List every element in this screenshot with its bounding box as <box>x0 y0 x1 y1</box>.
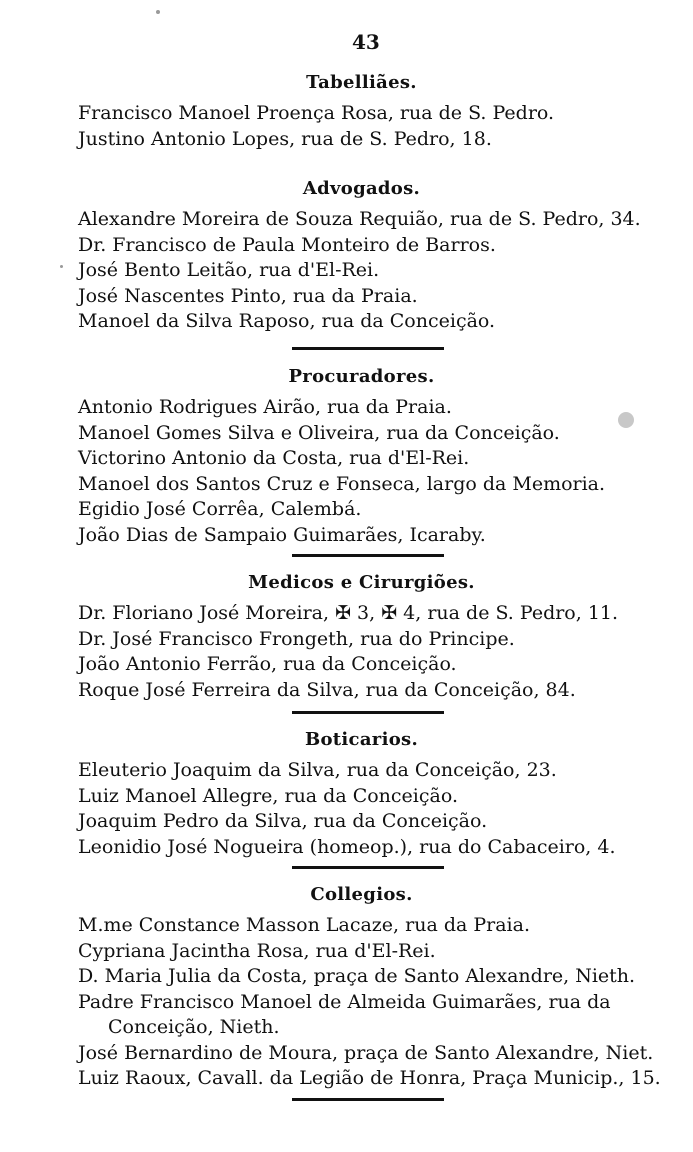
section-advogados <box>0 178 693 335</box>
section-collegios <box>0 884 693 1092</box>
list-item-line: Padre Francisco Manoel de Almeida Guimarães, rua da <box>78 990 611 1013</box>
section-heading: Tabelliães. <box>306 72 417 93</box>
section-heading: Advogados. <box>302 178 421 199</box>
section-procuradores <box>0 366 693 548</box>
list-item: Luiz Raoux, Cavall. da Legião de Honra, Praça Municip., 15. <box>78 1067 661 1089</box>
section-heading: Collegios. <box>310 884 413 905</box>
list-item: Roque José Ferreira da Silva, rua da Conceição, 84. <box>78 678 576 701</box>
list-item: Leonidio José Nogueira (homeop.), rua do Cabaceiro, 4. <box>78 835 616 858</box>
list-item: Dr. José Francisco Frongeth, rua do Principe. <box>78 627 515 650</box>
list-item: João Antonio Ferrão, rua da Conceição. <box>78 653 457 675</box>
list-item: Cypriana Jacintha Rosa, rua d'El-Rei. <box>78 939 436 962</box>
list-item: José Bernardino de Moura, praça de Santo Alexandre, Niet. <box>78 1041 654 1064</box>
list-item: Eleuterio Joaquim da Silva, rua da Conceição, 23. <box>78 759 557 781</box>
list-item: Justino Antonio Lopes, rua de S. Pedro, 18. <box>78 127 492 150</box>
ink-speck <box>156 10 160 14</box>
section-divider <box>292 1098 444 1101</box>
section-heading: Medicos e Cirurgiões. <box>248 572 475 593</box>
list-item: José Nascentes Pinto, rua da Praia. <box>78 284 418 307</box>
list-item: Dr. Floriano José Moreira, ✠ 3, ✠ 4, rua de S. Pedro, 11. <box>78 602 619 624</box>
section-tabelliaes <box>0 72 693 152</box>
list-item-continuation: Conceição, Nieth. <box>108 1016 280 1038</box>
list-item: Egidio José Corrêa, Calembá. <box>78 498 362 520</box>
list-item: Alexandre Moreira de Souza Requião, rua de S. Pedro, 34. <box>78 208 641 230</box>
section-heading: Procuradores. <box>288 366 435 387</box>
list-item: Francisco Manoel Proença Rosa, rua de S. Pedro. <box>78 102 555 124</box>
section-heading: Boticarios. <box>304 729 419 750</box>
list-item: José Bento Leitão, rua d'El-Rei. <box>78 259 380 281</box>
list-item: Manoel da Silva Raposo, rua da Conceição. <box>78 310 496 332</box>
section-divider <box>292 554 444 557</box>
list-item: D. Maria Julia da Costa, praça de Santo Alexandre, Nieth. <box>78 965 636 987</box>
section-divider <box>292 711 444 714</box>
list-item: Antonio Rodrigues Airão, rua da Praia. <box>78 396 452 418</box>
list-item: Dr. Francisco de Paula Monteiro de Barros. <box>78 233 496 256</box>
section-divider <box>292 347 444 350</box>
page-number: 43 <box>352 30 380 54</box>
list-item: Luiz Manoel Allegre, rua da Conceição. <box>78 784 458 807</box>
list-item: Manoel Gomes Silva e Oliveira, rua da Conceição. <box>78 421 560 444</box>
section-divider <box>292 866 444 869</box>
list-item: Victorino Antonio da Costa, rua d'El-Rei. <box>78 447 470 469</box>
section-boticarios <box>0 729 693 860</box>
list-item: Manoel dos Santos Cruz e Fonseca, largo da Memoria. <box>78 472 606 495</box>
list-item-padre <box>78 990 670 1041</box>
section-medicos <box>0 572 693 703</box>
list-item: João Dias de Sampaio Guimarães, Icaraby. <box>78 523 486 546</box>
list-item: M.me Constance Masson Lacaze, rua da Praia. <box>78 914 530 936</box>
list-item: Joaquim Pedro da Silva, rua da Conceição. <box>78 810 488 832</box>
